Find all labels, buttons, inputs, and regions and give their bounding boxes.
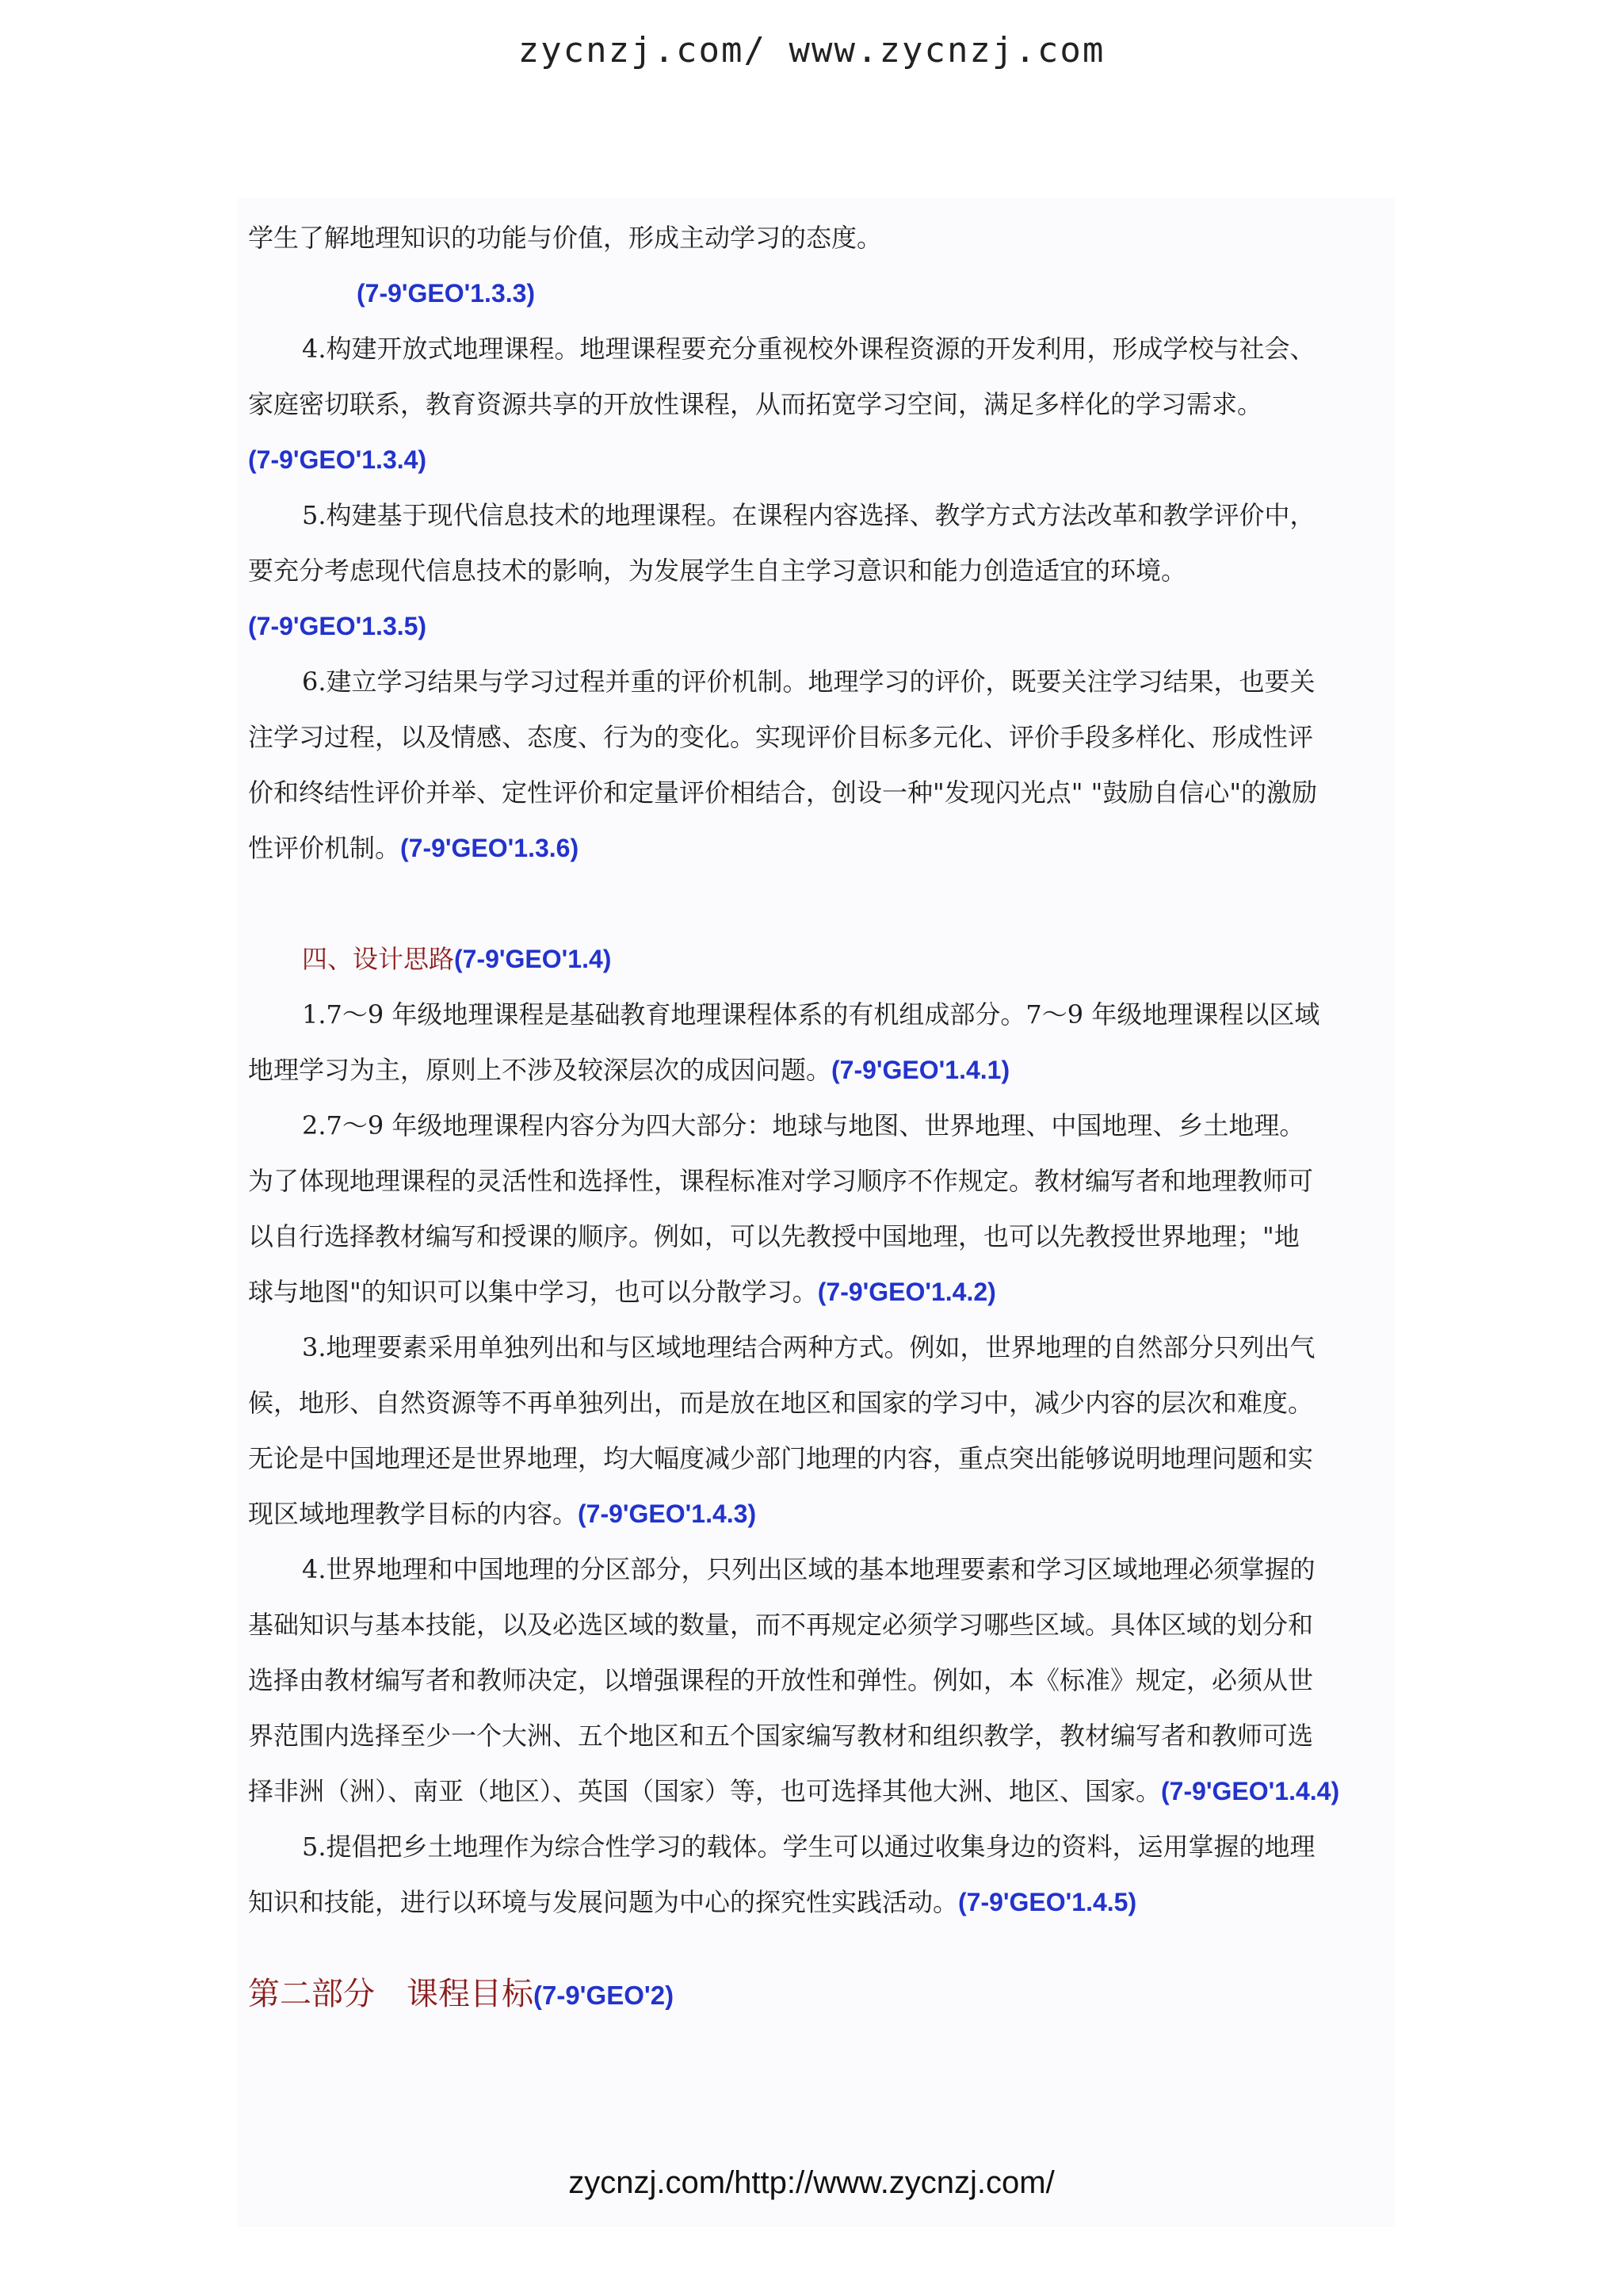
paragraph-line: 4.世界地理和中国地理的分区部分，只列出区域的基本地理要素和学习区域地理必须掌握的 — [302, 1554, 1316, 1584]
paragraph-line: 为了体现地理课程的灵活性和选择性，课程标准对学习顺序不作规定。教材编写者和地理教师可 — [248, 1166, 1314, 1196]
paragraph-line: 5.提倡把乡土地理作为综合性学习的载体。学生可以通过收集身边的资料，运用掌握的地理 — [302, 1832, 1316, 1862]
paragraph-line: 家庭密切联系，教育资源共享的开放性课程，从而拓宽学习空间，满足多样化的学习需求。 — [248, 389, 1263, 419]
paragraph-line: 候，地形、自然资源等不再单独列出，而是放在地区和国家的学习中，减少内容的层次和难度。 — [248, 1388, 1314, 1418]
paragraph-line: 注学习过程，以及情感、态度、行为的变化。实现评价目标多元化、评价手段多样化、形成性评 — [248, 722, 1314, 752]
paragraph-line: 3.地理要素采用单独列出和与区域地理结合两种方式。例如，世界地理的自然部分只列出气 — [302, 1332, 1316, 1362]
paragraph-line: 性评价机制。(7-9'GEO'1.3.6) — [248, 833, 579, 863]
paragraph-line: 2.7～9 年级地理课程内容分为四大部分：地球与地图、世界地理、中国地理、乡土地理。 — [302, 1110, 1305, 1140]
paragraph-line — [248, 266, 1389, 321]
paragraph-line: 选择由教材编写者和教师决定，以增强课程的开放性和弹性。例如，本《标准》规定，必须从世 — [248, 1665, 1314, 1695]
paragraph-line: 以自行选择教材编写和授课的顺序。例如，可以先教授中国地理，也可以先教授世界地理；"地 — [248, 1221, 1300, 1251]
section-heading: 四、设计思路(7-9'GEO'1.4) — [302, 944, 612, 974]
paragraph-line: 基础知识与基本技能，以及必选区域的数量，而不再规定必须学习哪些区域。具体区域的划分和 — [248, 1610, 1314, 1640]
section-code: (7-9'GEO'1.4.4) — [1161, 1777, 1340, 1805]
paragraph-line: 知识和技能，进行以环境与发展问题为中心的探究性实践活动。(7-9'GEO'1.4.5) — [248, 1887, 1137, 1917]
spacer — [248, 876, 1389, 931]
paragraph-line: 1.7～9 年级地理课程是基础教育地理课程体系的有机组成部分。7～9 年级地理课程以区域 — [302, 999, 1320, 1030]
paragraph-line: 现区域地理教学目标的内容。(7-9'GEO'1.4.3) — [248, 1499, 757, 1529]
paragraph-line — [248, 598, 1389, 654]
section-code: (7-9'GEO'1.4.2) — [817, 1278, 996, 1306]
paragraph-line: 界范围内选择至少一个大洲、五个地区和五个国家编写教材和组织教学，教材编写者和教师可选 — [248, 1721, 1314, 1751]
paragraph-line: 学生了解地理知识的功能与价值，形成主动学习的态度。 — [248, 223, 883, 253]
paragraph-line: 球与地图"的知识可以集中学习，也可以分散学习。(7-9'GEO'1.4.2) — [248, 1277, 996, 1307]
section-code: (7-9'GEO'2) — [533, 1981, 674, 2010]
section-code: (7-9'GEO'1.4.3) — [578, 1499, 757, 1528]
section-code: (7-9'GEO'1.3.4) — [248, 445, 427, 474]
header-watermark: zycnzj.com/ www.zycnzj.com — [517, 30, 1106, 71]
paragraph-line: 5.构建基于现代信息技术的地理课程。在课程内容选择、教学方式方法改革和教学评价中， — [302, 500, 1316, 530]
part-heading: 第二部分 课程目标(7-9'GEO'2) — [248, 1976, 674, 2012]
section-code: (7-9'GEO'1.4.1) — [831, 1056, 1010, 1084]
paragraph-line: 6.建立学习结果与学习过程并重的评价机制。地理学习的评价，既要关注学习结果，也要关 — [302, 667, 1316, 697]
section-code: (7-9'GEO'1.3.6) — [400, 834, 579, 862]
spacer — [248, 1930, 1389, 1958]
paragraph-line: 4.构建开放式地理课程。地理课程要充分重视校外课程资源的开发利用，形成学校与社会、 — [302, 334, 1316, 364]
section-code: (7-9'GEO'1.4.5) — [958, 1888, 1137, 1916]
footer-watermark: zycnzj.com/http://www.zycnzj.com/ — [568, 2165, 1055, 2200]
paragraph-line — [248, 432, 1389, 487]
document-body — [248, 210, 1389, 2030]
section-code: (7-9'GEO'1.3.5) — [248, 612, 427, 640]
paragraph-line: 择非洲（洲）、南亚（地区）、英国（国家）等，也可选择其他大洲、地区、国家。(7-9'GEO'1.4.4) — [248, 1776, 1340, 1806]
section-code: (7-9'GEO'1.3.3) — [357, 279, 536, 308]
paragraph-line: 无论是中国地理还是世界地理，均大幅度减少部门地理的内容，重点突出能够说明地理问题和实 — [248, 1443, 1314, 1473]
paragraph-line: 价和终结性评价并举、定性评价和定量评价相结合，创设一种"发现闪光点" "鼓励自信心"的激励 — [248, 777, 1318, 808]
paragraph-line: 要充分考虑现代信息技术的影响，为发展学生自主学习意识和能力创造适宜的环境。 — [248, 556, 1187, 586]
section-code: (7-9'GEO'1.4) — [454, 945, 612, 973]
paragraph-line: 地理学习为主，原则上不涉及较深层次的成因问题。(7-9'GEO'1.4.1) — [248, 1055, 1010, 1085]
